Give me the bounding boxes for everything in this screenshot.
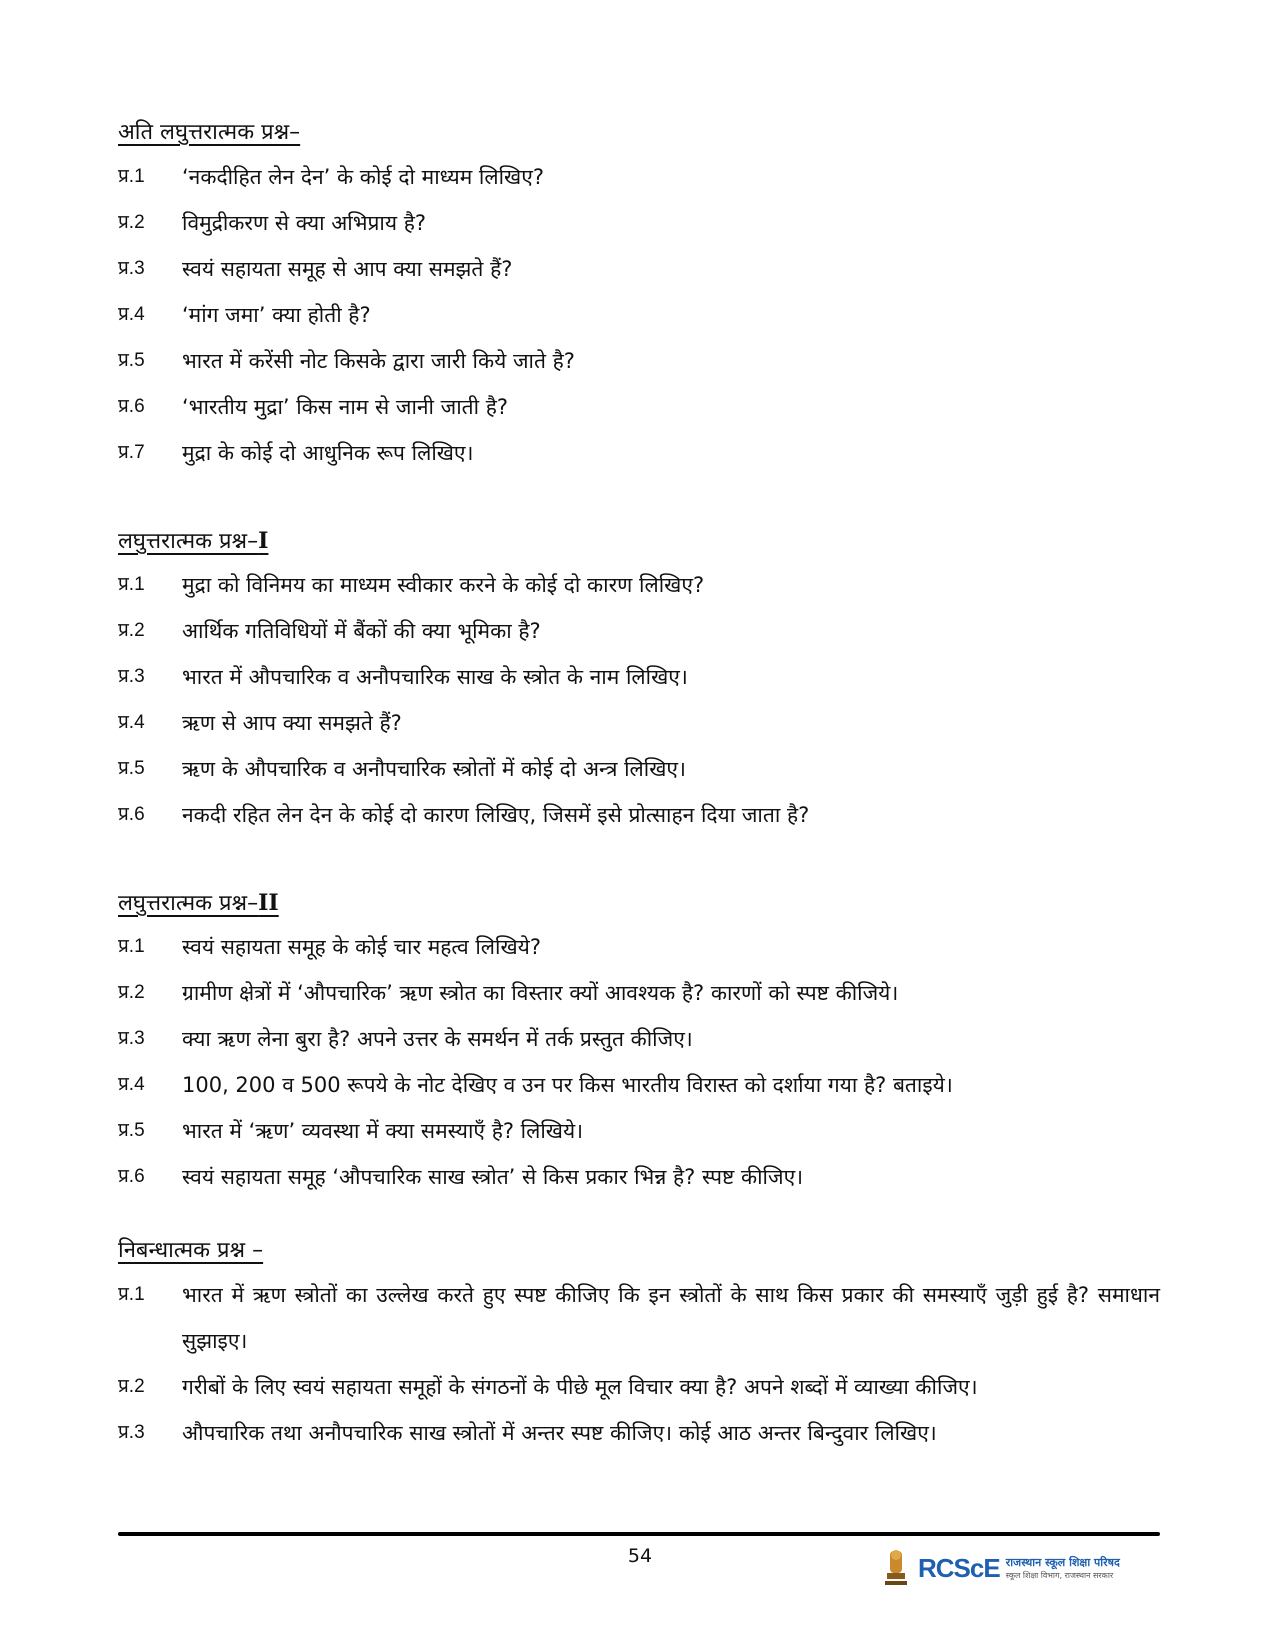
question-item bbox=[118, 1154, 1160, 1200]
question-text: नकदी रहित लेन देन के कोई दो कारण लिखिए, जिसमें इसे प्रोत्साहन दिया जाता है? bbox=[182, 803, 810, 827]
question-text: ग्रामीण क्षेत्रों में ‘औपचारिक’ ऋण स्त्रोत का विस्तार क्यों आवश्यक है? कारणों को स्पष्ट कीजिये। bbox=[182, 981, 899, 1005]
question-item bbox=[118, 1364, 1160, 1410]
section-very-short bbox=[118, 112, 1160, 476]
question-number: प्र.1 bbox=[118, 574, 145, 595]
section-heading bbox=[118, 1230, 1160, 1272]
question-number: प्र.3 bbox=[118, 258, 145, 279]
question-item bbox=[118, 338, 1160, 384]
section-heading bbox=[118, 112, 1160, 154]
question-number: प्र.6 bbox=[118, 804, 145, 825]
question-number: प्र.6 bbox=[118, 396, 145, 417]
question-number: प्र.7 bbox=[118, 442, 145, 463]
question-item bbox=[118, 430, 1160, 476]
page-number: 54 bbox=[627, 1545, 653, 1567]
question-number: प्र.5 bbox=[118, 350, 145, 371]
question-item bbox=[118, 1410, 1160, 1456]
section-essay bbox=[118, 1230, 1160, 1456]
question-number: प्र.1 bbox=[118, 1284, 145, 1305]
question-item bbox=[118, 654, 1160, 700]
question-text: मुद्रा को विनिमय का माध्यम स्वीकार करने के कोई दो कारण लिखिए? bbox=[182, 573, 705, 597]
section-short-1 bbox=[118, 520, 1160, 838]
question-item bbox=[118, 970, 1160, 1016]
question-text: ‘मांग जमा’ क्या होती है? bbox=[182, 303, 371, 327]
question-text: भारत में ‘ऋण’ व्यवस्था में क्या समस्याएँ है? लिखिये। bbox=[182, 1119, 584, 1143]
section-heading-text: अति लघुत्तरात्मक प्रश्न– bbox=[118, 120, 301, 145]
question-number: प्र.1 bbox=[118, 166, 145, 187]
question-text: मुद्रा के कोई दो आधुनिक रूप लिखिए। bbox=[182, 441, 474, 465]
section-heading-text: निबन्धात्मक प्रश्न – bbox=[118, 1238, 264, 1263]
question-text: ऋण के औपचारिक व अनौपचारिक स्त्रोतों में कोई दो अन्त्र लिखिए। bbox=[182, 757, 686, 781]
question-text: क्या ऋण लेना बुरा है? अपने उत्तर के समर्थन में तर्क प्रस्तुत कीजिए। bbox=[182, 1027, 693, 1051]
question-item bbox=[118, 1016, 1160, 1062]
logo-line-1: राजस्थान स्कूल शिक्षा परिषद bbox=[1005, 1556, 1120, 1569]
question-item bbox=[118, 608, 1160, 654]
question-text: ‘भारतीय मुद्रा’ किस नाम से जानी जाती है? bbox=[182, 395, 509, 419]
question-item bbox=[118, 246, 1160, 292]
question-text: औपचारिक तथा अनौपचारिक साख स्त्रोतों में अन्तर स्पष्ट कीजिए। कोई आठ अन्तर बिन्दुवार लिखिए। bbox=[182, 1421, 937, 1445]
question-text: स्वयं सहायता समूह से आप क्या समझते हैं? bbox=[182, 257, 513, 281]
question-item bbox=[118, 1062, 1160, 1108]
question-text: आर्थिक गतिविधियों में बैंकों की क्या भूमिका है? bbox=[182, 619, 541, 643]
section-heading bbox=[118, 882, 1160, 924]
section-heading-roman: II bbox=[258, 890, 279, 916]
section-short-2 bbox=[118, 882, 1160, 1200]
question-text: विमुद्रीकरण से क्या अभिप्राय है? bbox=[182, 211, 427, 235]
question-item bbox=[118, 1108, 1160, 1154]
spacer bbox=[118, 838, 1160, 882]
question-number: प्र.5 bbox=[118, 758, 145, 779]
question-item bbox=[118, 924, 1160, 970]
questions-content bbox=[118, 112, 1160, 1456]
question-number: प्र.2 bbox=[118, 982, 145, 1003]
question-item bbox=[118, 700, 1160, 746]
logo-subtitle bbox=[1006, 1555, 1120, 1581]
question-number: प्र.5 bbox=[118, 1120, 145, 1141]
question-text: भारत में ऋण स्त्रोतों का उल्लेख करते हुए स्पष्ट कीजिए कि इन स्त्रोतों के साथ किस प्रकार की समस्याएँ जुड़ी हुई है? समाधान सुझाइए। bbox=[182, 1283, 1160, 1353]
question-item bbox=[118, 792, 1160, 838]
question-number: प्र.3 bbox=[118, 1028, 145, 1049]
question-item bbox=[118, 1272, 1160, 1364]
emblem-icon bbox=[882, 1547, 910, 1589]
question-number: प्र.4 bbox=[118, 712, 145, 733]
question-item bbox=[118, 562, 1160, 608]
question-number: प्र.3 bbox=[118, 1422, 145, 1443]
question-text: स्वयं सहायता समूह के कोई चार महत्व लिखिये? bbox=[182, 935, 541, 959]
question-number: प्र.1 bbox=[118, 936, 145, 957]
spacer bbox=[118, 476, 1160, 520]
question-text: ऋण से आप क्या समझते हैं? bbox=[182, 711, 402, 735]
question-item bbox=[118, 200, 1160, 246]
question-text: ‘नकदीहित लेन देन’ के कोई दो माध्यम लिखिए? bbox=[182, 165, 544, 189]
question-text: भारत में औपचारिक व अनौपचारिक साख के स्त्रोत के नाम लिखिए। bbox=[182, 665, 688, 689]
question-text: 100, 200 व 500 रूपये के नोट देखिए व उन पर किस भारतीय विरास्त को दर्शाया गया है? बताइये। bbox=[182, 1073, 953, 1097]
question-text: स्वयं सहायता समूह ‘औपचारिक साख स्त्रोत’ से किस प्रकार भिन्न है? स्पष्ट कीजिए। bbox=[182, 1165, 804, 1189]
section-heading-text: लघुत्तरात्मक प्रश्न– bbox=[118, 529, 259, 554]
logo-line-2: स्कूल शिक्षा विभाग, राजस्थान सरकार bbox=[1005, 1571, 1114, 1580]
question-number: प्र.2 bbox=[118, 1376, 145, 1397]
spacer bbox=[118, 1200, 1160, 1230]
section-heading-roman: I bbox=[258, 528, 269, 554]
footer-divider bbox=[118, 1532, 1160, 1536]
rcsce-logo bbox=[882, 1546, 1162, 1590]
question-item bbox=[118, 292, 1160, 338]
section-heading bbox=[118, 520, 1160, 562]
question-item bbox=[118, 746, 1160, 792]
question-number: प्र.2 bbox=[118, 620, 145, 641]
question-number: प्र.4 bbox=[118, 1074, 145, 1095]
question-number: प्र.6 bbox=[118, 1166, 145, 1187]
question-item bbox=[118, 384, 1160, 430]
question-item bbox=[118, 154, 1160, 200]
question-number: प्र.2 bbox=[118, 212, 145, 233]
question-number: प्र.4 bbox=[118, 304, 145, 325]
question-text: गरीबों के लिए स्वयं सहायता समूहों के संगठनों के पीछे मूल विचार क्या है? अपने शब्दों में व्याख्या कीजिए। bbox=[182, 1375, 978, 1399]
logo-wordmark: RCScE bbox=[918, 1552, 1000, 1583]
question-text: भारत में करेंसी नोट किसके द्वारा जारी किये जाते है? bbox=[182, 349, 575, 373]
section-heading-text: लघुत्तरात्मक प्रश्न– bbox=[118, 891, 259, 916]
question-number: प्र.3 bbox=[118, 666, 145, 687]
